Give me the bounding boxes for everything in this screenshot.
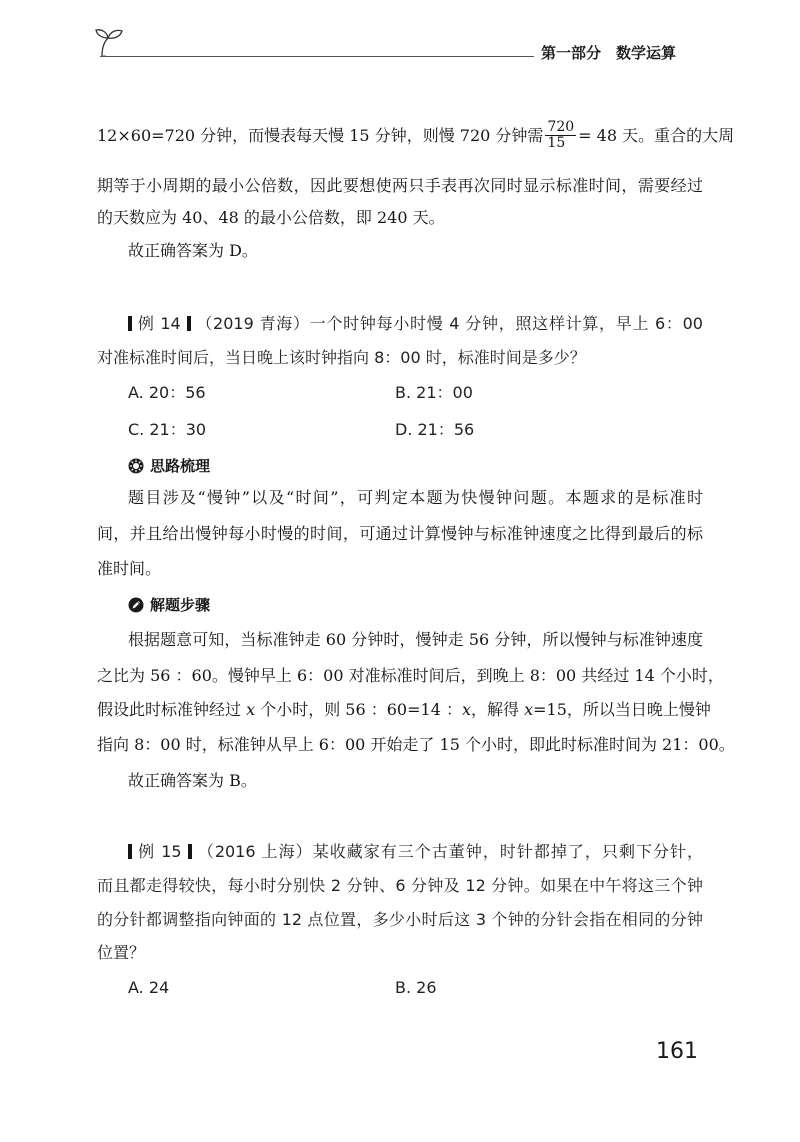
example14-option-d: D. 21：56 <box>395 420 475 439</box>
fraction-denominator: 15 <box>545 135 576 151</box>
solution-title: 解题步骤 <box>150 596 211 614</box>
example15-option-b: B. 26 <box>395 978 437 997</box>
continuation-line-1 <box>97 119 735 151</box>
solution-line-2: 之比为 56 ：60。慢钟早上 6：00 对准标准时间后，到晚上 8：00 共经过 14 个小时， <box>97 666 724 685</box>
solution-text: ，解得 <box>471 700 525 719</box>
sprout-icon <box>92 26 128 58</box>
example14-line-2: 对准标准时间后，当日晚上该时钟指向 8：00 时，标准时间是多少？ <box>97 348 586 367</box>
page-number: 161 <box>656 1039 698 1064</box>
solution-line-3 <box>97 698 711 722</box>
answer-b: 故正确答案为 B。 <box>128 771 257 790</box>
example-bar-right <box>188 844 192 859</box>
fraction-numerator: 720 <box>547 119 575 135</box>
continuation-line-3: 的天数应为 40、48 的最小公倍数，即 240 天。 <box>97 208 445 227</box>
solution-line-4: 指向 8：00 时，标准钟从早上 6：00 开始走了 15 个小时，即此时标准时间为 21：00。 <box>97 735 735 754</box>
header-title: 第一部分 数学运算 <box>541 44 677 62</box>
pencil-icon <box>128 597 144 613</box>
example14-option-b: B. 21：00 <box>395 383 473 402</box>
analysis-line-3: 准时间。 <box>97 559 162 578</box>
example15-label: 例 15 <box>138 842 182 861</box>
variable-x: x <box>524 700 534 719</box>
example15-line-2: 而且都走得较快，每小时分别快 2 分钟、6 分钟及 12 分钟。如果在中午将这三个钟 <box>97 876 703 895</box>
solution-text: =15，所以当日晚上慢钟 <box>533 700 711 719</box>
header-rule <box>100 56 534 57</box>
variable-x: x <box>461 700 471 719</box>
example14-option-c: C. 21：30 <box>128 420 207 439</box>
example14-line-1 <box>128 312 703 336</box>
example15-option-a: A. 24 <box>128 978 170 997</box>
solution-line-1: 根据题意可知，当标准钟走 60 分钟时，慢钟走 56 分钟，所以慢钟与标准钟速度 <box>128 630 703 649</box>
solution-text: 假设此时标准钟经过 <box>97 700 247 719</box>
continuation-text-before: 12×60=720 分钟，而慢表每天慢 15 分钟，则慢 720 分钟需 <box>97 126 544 145</box>
example-bar-left <box>128 316 132 331</box>
idea-sun-icon <box>128 458 144 474</box>
example14-option-a: A. 20：56 <box>128 383 206 402</box>
example-bar-left <box>128 844 132 859</box>
example15-line-3: 的分针都调整指向钟面的 12 点位置，多少小时后这 3 个钟的分针会指在相同的分钟 <box>97 910 703 929</box>
solution-text: 个小时，则 56 ：60=14 ： <box>255 700 462 719</box>
example15-line-4: 位置？ <box>97 943 146 962</box>
example14-label: 例 14 <box>137 314 181 333</box>
fraction <box>545 120 576 151</box>
continuation-text-after: = 48 天。重合的大周 <box>578 126 735 145</box>
continuation-line-2: 期等于小周期的最小公倍数，因此要想使两只手表再次同时显示标准时间，需要经过 <box>97 176 703 195</box>
variable-x: x <box>246 700 256 719</box>
example15-question-text: （2016 上海）某收藏家有三个古董钟，时针都掉了，只剩下分针， <box>197 842 704 861</box>
example-bar-right <box>187 316 191 331</box>
example14-question-text: （2019 青海）一个时钟每小时慢 4 分钟，照这样计算，早上 6：00 <box>196 314 703 333</box>
answer-d: 故正确答案为 D。 <box>128 241 258 260</box>
analysis-line-1: 题目涉及“慢钟”以及“时间”，可判定本题为快慢钟问题。本题求的是标准时 <box>128 488 703 507</box>
analysis-title: 思路梳理 <box>150 457 211 475</box>
example15-line-1 <box>128 840 703 864</box>
analysis-line-2: 间，并且给出慢钟每小时慢的时间，可通过计算慢钟与标准钟速度之比得到最后的标 <box>97 524 703 543</box>
